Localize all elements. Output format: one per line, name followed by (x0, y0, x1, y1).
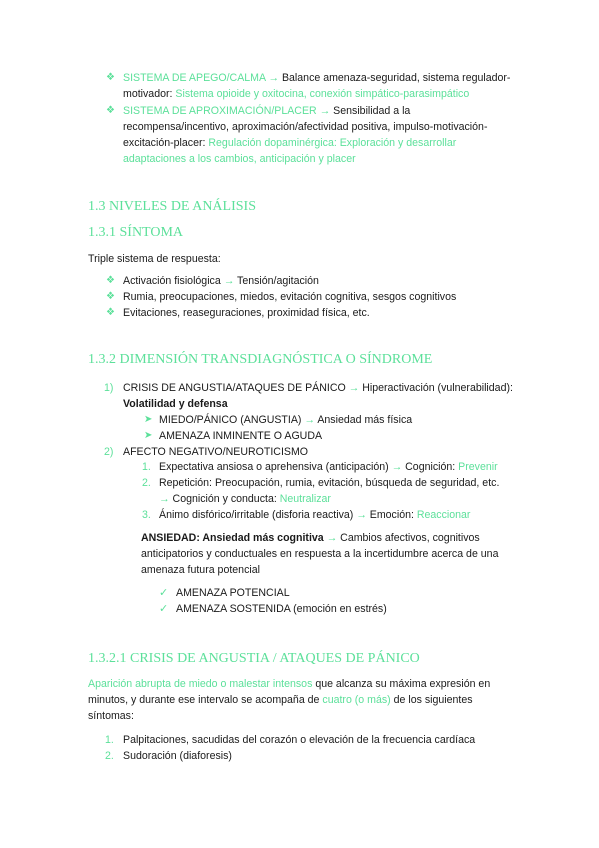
diamond-bullet-icon: ❖ (106, 307, 115, 318)
a1-b: Cognición: (402, 461, 459, 473)
arrow-icon: → (159, 493, 170, 505)
afecto-item-2-cont (159, 491, 331, 507)
aprox-green-3: Regulación dopaminérgica: Exploración y desarrollar (208, 137, 457, 149)
crisis-para-green-2: cuatro (o más) (322, 694, 391, 706)
sintoma-item-1-a: Activación fisiológica (123, 275, 224, 287)
list-number: 1. (105, 734, 114, 746)
a1-a: Expectativa ansiosa o aprehensiva (anticipación) (159, 461, 392, 473)
arrow-icon: → (356, 509, 367, 521)
crisis-para-text-2: minutos, y durante ese intervalo se acompaña de (88, 694, 323, 706)
a3-a: Ánimo disfórico/irritable (disforia reactiva) (159, 509, 357, 521)
apego-line-1 (123, 70, 510, 86)
arrowhead-bullet-icon: ➤ (144, 414, 153, 425)
diamond-bullet-icon: ❖ (106, 275, 115, 286)
arrow-icon: → (323, 532, 341, 544)
crisis-b: Hiperactivación (vulnerabilidad): (359, 382, 513, 394)
heading-1-3-2: 1.3.2 DIMENSIÓN TRANSDIAGNÓSTICA O SÍNDROME (88, 352, 433, 367)
symptom-item: Palpitaciones, sacudidas del corazón o elevación de la frecuencia cardíaca (123, 734, 476, 746)
arrow-icon: → (304, 414, 315, 426)
arrow-icon: → (391, 461, 403, 473)
a2-b: Cognición y conducta: (169, 493, 280, 505)
sintoma-item-1 (123, 273, 319, 289)
sub1-a: MIEDO/PÁNICO (ANGUSTIA) (159, 414, 305, 426)
afecto-line: AFECTO NEGATIVO/NEUROTICISMO (123, 446, 309, 458)
crisis-line-2 (123, 396, 228, 412)
aprox-text-2: recompensa/incentivo, aproximación/afectividad positiva, impulso-motivación- (123, 121, 488, 133)
list-number: 2) (104, 446, 114, 458)
apego-text: Balance amenaza-seguridad, sistema regulador- (281, 72, 511, 84)
sintoma-item-3: Evitaciones, reaseguraciones, proximidad física, etc. (123, 307, 370, 319)
aprox-green-4: adaptaciones a los cambios, anticipación y placer (123, 153, 356, 165)
list-number: 2. (105, 750, 114, 762)
arrow-icon: → (316, 105, 334, 117)
apego-green: Sistema opioide y oxitocina, conexión simpático-parasimpático (175, 88, 470, 100)
list-number: 2. (142, 477, 151, 489)
diamond-bullet-icon: ❖ (106, 72, 115, 83)
afecto-item-2: Repetición: Preocupación, rumia, evitación, búsqueda de seguridad, etc. (159, 477, 500, 489)
apego-text-2: motivador: (123, 88, 176, 100)
ansiedad-bold: ANSIEDAD: Ansiedad más cognitiva (141, 532, 324, 544)
crisis-para-text-1: que alcanza su máxima expresión en (312, 678, 491, 690)
list-number: 1. (142, 461, 151, 473)
sintoma-item-1-b: Tensión/agitación (234, 275, 319, 287)
crisis-para-line-3: síntomas: (88, 710, 134, 722)
afecto-item-1 (159, 459, 498, 475)
aprox-line-1 (123, 103, 410, 119)
check-icon: ✓ (159, 603, 169, 615)
sub1-b: Ansiedad más física (314, 414, 413, 426)
check-item-2: AMENAZA SOSTENIDA (emoción en estrés) (176, 603, 387, 615)
arrow-icon: → (348, 382, 360, 394)
a1-green: Prevenir (458, 461, 498, 473)
afecto-item-3 (159, 507, 470, 523)
crisis-para-green-1: Aparición abrupta de miedo o malestar intensos (88, 678, 313, 690)
aprox-line-3 (123, 135, 456, 151)
ansiedad-line-2: anticipatorios y conductuales en respuesta a la incertidumbre acerca de una (141, 548, 499, 560)
check-icon: ✓ (159, 587, 169, 599)
a3-b: Emoción: (366, 509, 417, 521)
heading-1-3-2-1: 1.3.2.1 CRISIS DE ANGUSTIA / ATAQUES DE PÁNICO (88, 651, 420, 666)
crisis-line-1 (123, 380, 513, 396)
check-item-1: AMENAZA POTENCIAL (176, 587, 290, 599)
diamond-bullet-icon: ❖ (106, 291, 115, 302)
crisis-para-line-2 (88, 692, 473, 708)
crisis-para-text-3: de los siguientes (390, 694, 473, 706)
ansiedad-text-1: Cambios afectivos, cognitivos (340, 532, 480, 544)
arrow-icon: → (265, 72, 282, 84)
aprox-line-4 (123, 151, 356, 167)
diamond-bullet-icon: ❖ (106, 105, 115, 116)
arrow-icon: → (223, 275, 235, 287)
symptom-item: Sudoración (diaforesis) (123, 750, 232, 762)
apego-title: SISTEMA DE APEGO/CALMA (123, 72, 266, 84)
triple-label: Triple sistema de respuesta: (88, 253, 221, 265)
arrowhead-bullet-icon: ➤ (144, 430, 153, 441)
aprox-text-3: excitación-placer: (123, 137, 209, 149)
aprox-text-1: Sensibilidad a la (333, 105, 411, 117)
list-number: 3. (142, 509, 151, 521)
sub-item-2: AMENAZA INMINENTE O AGUDA (159, 430, 323, 442)
ansiedad-line-3: amenaza futura potencial (141, 564, 260, 576)
heading-1-3-1: 1.3.1 SÍNTOMA (88, 225, 184, 240)
sub-item-1 (159, 412, 412, 428)
crisis-c: Volatilidad y defensa (123, 398, 228, 410)
crisis-para-line-1 (88, 676, 490, 692)
aprox-title: SISTEMA DE APROXIMACIÓN/PLACER (123, 105, 317, 117)
apego-line-2 (123, 86, 469, 102)
aprox-line-2 (123, 119, 487, 135)
sintoma-item-2: Rumia, preocupaciones, miedos, evitación cognitiva, sesgos cognitivos (123, 291, 457, 303)
heading-1-3: 1.3 NIVELES DE ANÁLISIS (88, 199, 256, 214)
a2-green: Neutralizar (279, 493, 331, 505)
list-number: 1) (104, 382, 114, 394)
crisis-a: CRISIS DE ANGUSTIA/ATAQUES DE PÁNICO (123, 382, 349, 394)
a3-green: Reaccionar (416, 509, 471, 521)
ansiedad-line-1 (141, 530, 480, 546)
